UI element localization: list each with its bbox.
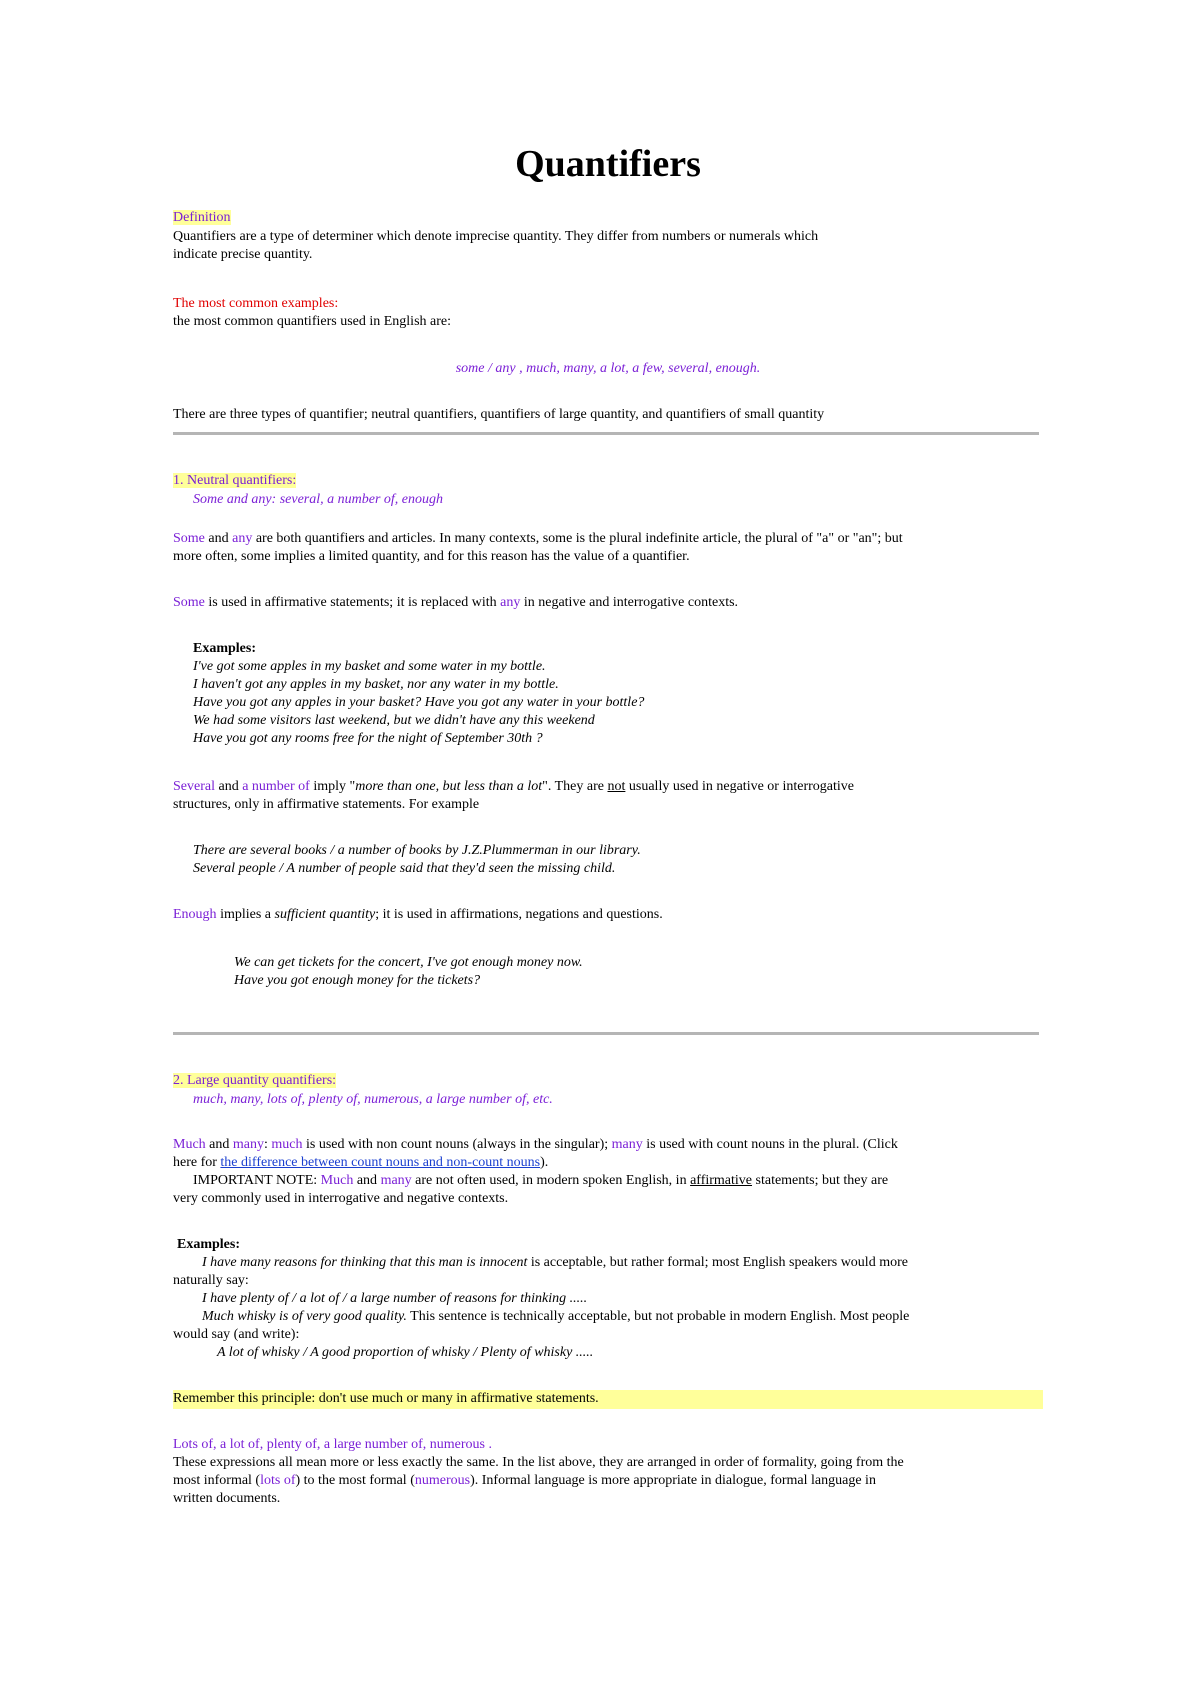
- text-fragment: ). Informal language is more appropriate in dialogue, formal language in: [470, 1473, 876, 1488]
- term-some: Some: [173, 531, 205, 546]
- term-much: Much: [320, 1173, 354, 1188]
- definition-label-line: [173, 209, 231, 228]
- text-fragment: usually used in negative or interrogative: [625, 779, 854, 794]
- principle-note: Remember this principle: don't use much or many in affirmative statements.: [173, 1390, 1043, 1409]
- term-any: any: [500, 595, 521, 610]
- large-heading: 2. Large quantity quantifiers:: [173, 1073, 337, 1088]
- common-quantifiers-list: some / any , much, many, a lot, a few, several, enough.: [455, 361, 761, 376]
- term-any: any: [232, 531, 253, 546]
- several-example: Several people / A number of people said that they'd seen the missing child.: [193, 861, 616, 876]
- several-paragraph-line-1: [173, 778, 854, 797]
- much-many-paragraph-line-2: [173, 1154, 548, 1173]
- underlined-not: not: [607, 779, 626, 794]
- text-fragment: statements; but they are: [752, 1173, 889, 1188]
- lots-of-paragraph-line-2: [173, 1472, 876, 1491]
- text-fragment: are both quantifiers and articles. In many contexts, some is the plural indefinite article, the plural of "a" or "an"; but: [252, 531, 903, 546]
- several-example: There are several books / a number of books by J.Z.Plummerman in our library.: [193, 843, 641, 858]
- example-sentence: Much whisky is of very good quality.: [202, 1309, 407, 1324]
- definition-text-line-1: Quantifiers are a type of determiner which denote imprecise quantity. They differ from numbers or numerals which: [173, 229, 819, 244]
- text-fragment: ) to the most formal (: [295, 1473, 415, 1488]
- text-fragment: is used with non count nouns (always in the singular);: [302, 1137, 612, 1152]
- underlined-affirmative: affirmative: [690, 1173, 753, 1188]
- text-fragment: imply ": [309, 779, 356, 794]
- page-title: Quantifiers: [515, 143, 701, 185]
- lots-of-heading: Lots of, a lot of, plenty of, a large number of, numerous .: [173, 1437, 492, 1452]
- quoted-meaning: more than one, but less than a lot: [355, 779, 543, 794]
- section-divider: [173, 1032, 1039, 1035]
- text-fragment: and: [205, 1137, 233, 1152]
- text-fragment: is acceptable, but rather formal; most English speakers would more: [527, 1255, 908, 1270]
- text-fragment: here for: [173, 1155, 221, 1170]
- common-examples-heading: The most common examples:: [173, 296, 339, 311]
- term-several: Several: [173, 779, 215, 794]
- neutral-example: Have you got any apples in your basket? Have you got any water in your bottle?: [193, 695, 645, 710]
- neutral-heading-line: [173, 472, 296, 491]
- enough-example: Have you got enough money for the tickets?: [234, 973, 481, 988]
- neutral-paragraph-1-line-1: [173, 530, 903, 549]
- section-divider: [173, 432, 1039, 435]
- sufficient-quantity-text: sufficient quantity: [274, 907, 376, 922]
- several-paragraph-line-2: structures, only in affirmative statements. For example: [173, 797, 480, 812]
- text-fragment: implies a: [216, 907, 275, 922]
- text-fragment: ". They are: [542, 779, 608, 794]
- enough-paragraph: [173, 906, 663, 925]
- term-numerous: numerous: [414, 1473, 471, 1488]
- neutral-example: Have you got any rooms free for the night of September 30th ?: [193, 731, 543, 746]
- quantifier-types-text: There are three types of quantifier; neutral quantifiers, quantifiers of large quantity, and quantifiers of small quantity: [173, 407, 825, 422]
- count-nouns-link[interactable]: the difference between count nouns and non-count nouns: [220, 1155, 541, 1170]
- text-fragment: in negative and interrogative contexts.: [520, 595, 739, 610]
- term-many: many: [380, 1173, 412, 1188]
- lots-of-paragraph-line-1: These expressions all mean more or less exactly the same. In the list above, they are arranged in order of formality, going from the: [173, 1455, 904, 1470]
- text-fragment: most informal (: [173, 1473, 261, 1488]
- neutral-subheading: Some and any: several, a number of, enough: [193, 492, 444, 507]
- text-fragment: ; it is used in affirmations, negations and questions.: [375, 907, 663, 922]
- text-fragment: :: [264, 1137, 272, 1152]
- term-some: Some: [173, 595, 205, 610]
- text-fragment: ).: [540, 1155, 549, 1170]
- text-fragment: are not often used, in modern spoken English, in: [411, 1173, 691, 1188]
- large-example-2: I have plenty of / a lot of / a large number of reasons for thinking .....: [202, 1291, 588, 1306]
- text-fragment: This sentence is technically acceptable, but not probable in modern English. Most people: [406, 1309, 910, 1324]
- term-a-number-of: a number of: [242, 779, 310, 794]
- text-fragment: is used in affirmative statements; it is replaced with: [204, 595, 501, 610]
- neutral-heading: 1. Neutral quantifiers:: [173, 473, 297, 488]
- text-fragment: and: [353, 1173, 381, 1188]
- neutral-paragraph-2: [173, 594, 738, 613]
- term-lots-of: lots of: [260, 1473, 296, 1488]
- definition-text-line-2: indicate precise quantity.: [173, 247, 313, 262]
- large-example-3-line-2: would say (and write):: [173, 1327, 300, 1342]
- definition-label: Definition: [173, 210, 231, 225]
- common-examples-text: the most common quantifiers used in English are:: [173, 314, 452, 329]
- term-many: many: [611, 1137, 643, 1152]
- text-fragment: is used with count nouns in the plural. (Click: [642, 1137, 898, 1152]
- neutral-example: We had some visitors last weekend, but we didn't have any this weekend: [193, 713, 595, 728]
- much-many-paragraph-line-1: [173, 1136, 898, 1155]
- large-example-4: A lot of whisky / A good proportion of whisky / Plenty of whisky .....: [217, 1345, 594, 1360]
- important-note-label: IMPORTANT NOTE:: [193, 1173, 321, 1188]
- large-example-1-line-2: naturally say:: [173, 1273, 249, 1288]
- text-fragment: and: [214, 779, 243, 794]
- large-example-1: [202, 1254, 908, 1273]
- term-much: Much: [173, 1137, 206, 1152]
- term-enough: Enough: [173, 907, 217, 922]
- neutral-paragraph-1-line-2: more often, some implies a limited quantity, and for this reason has the value of a quantifier.: [173, 549, 690, 564]
- large-heading-line: [173, 1072, 336, 1091]
- term-much: much: [271, 1137, 303, 1152]
- large-subheading: much, many, lots of, plenty of, numerous, a large number of, etc.: [193, 1092, 553, 1107]
- term-many: many: [232, 1137, 264, 1152]
- neutral-examples-label: Examples:: [193, 641, 256, 656]
- important-note-line-1: [193, 1172, 888, 1191]
- large-example-3: [202, 1308, 909, 1327]
- large-examples-label: Examples:: [177, 1237, 240, 1252]
- important-note-line-2: very commonly used in interrogative and negative contexts.: [173, 1191, 509, 1206]
- example-sentence: I have many reasons for thinking that this man is innocent: [202, 1255, 528, 1270]
- text-fragment: and: [204, 531, 233, 546]
- enough-example: We can get tickets for the concert, I've got enough money now.: [234, 955, 583, 970]
- neutral-example: I haven't got any apples in my basket, nor any water in my bottle.: [193, 677, 559, 692]
- neutral-example: I've got some apples in my basket and some water in my bottle.: [193, 659, 546, 674]
- lots-of-paragraph-line-3: written documents.: [173, 1491, 281, 1506]
